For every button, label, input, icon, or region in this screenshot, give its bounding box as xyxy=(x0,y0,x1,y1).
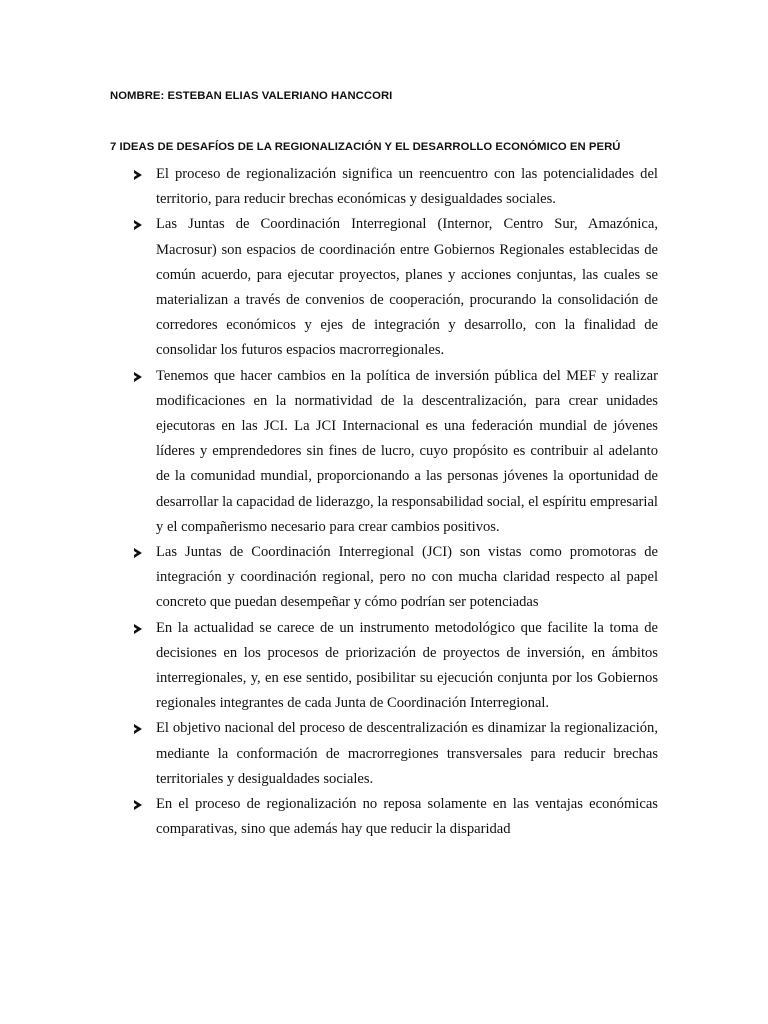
list-item-text: En la actualidad se carece de un instrumento metodológico que facilite la toma de decisiones en los procesos de priorización de proyectos de inversión, en ámbitos interregionales, y, en ese sentido, posibilitar su ejecución conjunta por los Gobiernos regionales integrantes de cada Junta de Coordinación Interregional. xyxy=(156,619,658,712)
list-item-text: Tenemos que hacer cambios en la política de inversión pública del MEF y realizar modificaciones en la normatividad de la descentralización, para crear unidades ejecutoras en las JCI. La JCI Internacional es una federación mundial de jóvenes líderes y emprendedores sin fines de lucro, cuyo propósito es contribuir al adelanto de la comunidad mundial, proporcionando a las personas jóvenes la oportunidad de desarrollar la capacidad de liderazgo, la responsabilidad social, el espíritu empresarial y el compañerismo necesario para crear cambios positivos. xyxy=(156,367,658,535)
list-item xyxy=(0,162,768,212)
list-item xyxy=(0,540,768,616)
list-item xyxy=(0,792,768,842)
arrowhead-bullet-icon xyxy=(134,624,142,634)
arrowhead-bullet-icon xyxy=(134,800,142,810)
arrowhead-bullet-icon xyxy=(134,220,142,230)
student-name-line: NOMBRE: ESTEBAN ELIAS VALERIANO HANCCORI xyxy=(110,90,393,102)
list-item-text: Las Juntas de Coordinación Interregional (JCI) son vistas como promotoras de integración y coordinación regional, pero no con mucha claridad respecto al papel concreto que puedan desempeñar y cómo podrían ser potenciadas xyxy=(156,544,658,611)
list-item xyxy=(0,364,768,540)
list-item xyxy=(0,716,768,792)
arrowhead-bullet-icon xyxy=(134,372,142,382)
list-item-text: El proceso de regionalización significa un reencuentro con las potencialidades del territorio, para reducir brechas económicas y desigualdades sociales. xyxy=(156,166,658,208)
arrowhead-bullet-icon xyxy=(134,724,142,734)
list-item-text: Las Juntas de Coordinación Interregional (Internor, Centro Sur, Amazónica, Macrosur) son espacios de coordinación entre Gobiernos Regionales establecidas de común acuerdo, para ejecutar proyectos, planes y acciones conjuntas, las cuales se materializan a través de convenios de cooperación, procurando la consolidación de corredores económicos y ejes de integración y desarrollo, con la finalidad de consolidar los futuros espacios macrorregionales. xyxy=(156,216,658,359)
ideas-list xyxy=(0,162,768,842)
list-item-text: El objetivo nacional del proceso de descentralización es dinamizar la regionalización, mediante la conformación de macrorregiones transversales para reducir brechas territoriales y desigualdades sociales. xyxy=(156,720,658,787)
list-item xyxy=(0,616,768,717)
arrowhead-bullet-icon xyxy=(134,170,142,180)
list-item xyxy=(0,212,768,363)
list-item-text: En el proceso de regionalización no reposa solamente en las ventajas económicas comparativas, sino que además hay que reducir la disparidad xyxy=(156,796,658,838)
document-title: 7 IDEAS DE DESAFÍOS DE LA REGIONALIZACIÓN Y EL DESARROLLO ECONÓMICO EN PERÚ xyxy=(110,141,621,153)
arrowhead-bullet-icon xyxy=(134,548,142,558)
